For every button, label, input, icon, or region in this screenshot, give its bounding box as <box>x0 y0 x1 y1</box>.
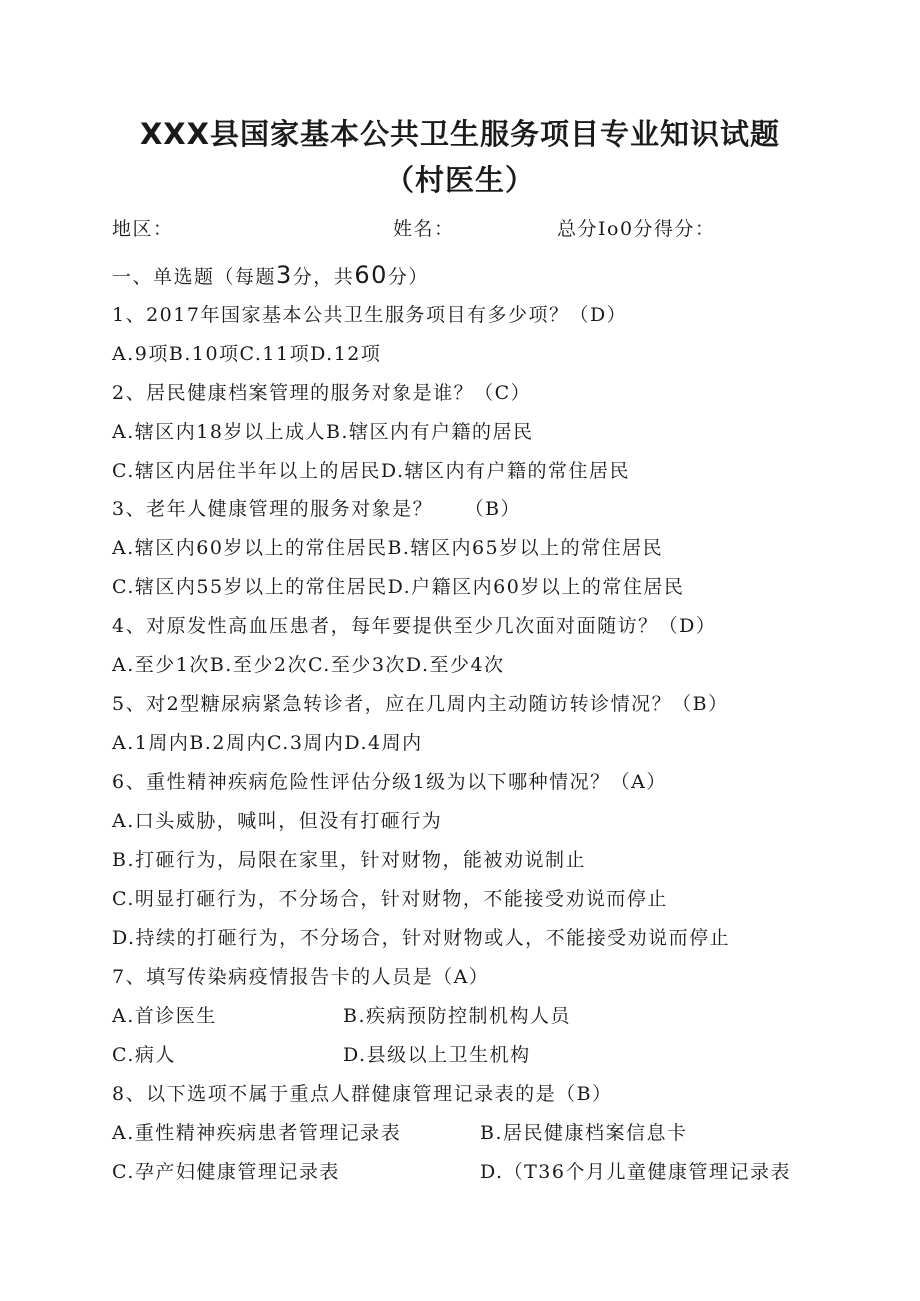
question-4-options: A.至少1次B.至少2次C.至少3次D.至少4次 <box>112 654 505 676</box>
question-3: 3、老年人健康管理的服务对象是？ （B） <box>112 498 522 520</box>
question-7-option-c: C.病人 <box>112 1044 176 1066</box>
question-8-option-a: A.重性精神疾病患者管理记录表 <box>112 1122 402 1144</box>
question-6-option-d: D.持续的打砸行为，不分场合，针对财物或人，不能接受劝说而停止 <box>112 927 731 949</box>
question-7-option-b: B.疾病预防控制机构人员 <box>343 1005 572 1027</box>
name-label: 姓名： <box>393 218 455 240</box>
score-label: 总分Io0分得分： <box>557 218 716 240</box>
section-total: 60 <box>354 261 388 289</box>
question-8-option-c: C.孕产妇健康管理记录表 <box>112 1161 340 1183</box>
question-7-option-a: A.首诊医生 <box>112 1005 217 1027</box>
document-title: XXX县国家基本公共卫生服务项目专业知识试题 <box>139 117 781 151</box>
question-6-option-a: A.口头威胁，喊叫，但没有打砸行为 <box>112 810 443 832</box>
question-5-options: A.1周内B.2周内C.3周内D.4周内 <box>112 732 423 754</box>
section-points: 3 <box>276 261 293 289</box>
question-2-options-ab: A.辖区内18岁以上成人B.辖区内有户籍的居民 <box>112 421 534 443</box>
question-6-option-c: C.明显打砸行为，不分场合，针对财物，不能接受劝说而停止 <box>112 888 668 910</box>
section-heading: 一、单选题（每题3分，共60分） <box>112 261 429 289</box>
question-8-option-d: D.（T36个月儿童健康管理记录表 <box>480 1161 791 1183</box>
question-3-options-cd: C.辖区内55岁以上的常住居民D.户籍区内60岁以上的常住居民 <box>112 576 685 598</box>
question-4: 4、对原发性高血压患者，每年要提供至少几次面对面随访？（D） <box>112 615 717 637</box>
question-5: 5、对2型糖尿病紧急转诊者，应在几周内主动随访转诊情况？（B） <box>112 693 729 715</box>
question-7-option-d: D.县级以上卫生机构 <box>343 1044 531 1066</box>
region-label: 地区： <box>112 218 174 240</box>
question-6-option-b: B.打砸行为，局限在家里，针对财物，能被劝说制止 <box>112 849 587 871</box>
question-6: 6、重性精神疾病危险性评估分级1级为以下哪种情况？（A） <box>112 771 667 793</box>
question-1: 1、2017年国家基本公共卫生服务项目有多少项？（D） <box>112 304 628 326</box>
question-2: 2、居民健康档案管理的服务对象是谁？（C） <box>112 382 532 404</box>
question-8: 8、以下选项不属于重点人群健康管理记录表的是（B） <box>112 1083 613 1105</box>
question-1-options: A.9项B.10项C.11项D.12项 <box>112 343 382 365</box>
question-8-option-b: B.居民健康档案信息卡 <box>480 1122 688 1144</box>
question-7: 7、填写传染病疫情报告卡的人员是（A） <box>112 966 490 988</box>
question-3-options-ab: A.辖区内60岁以上的常住居民B.辖区内65岁以上的常住居民 <box>112 537 664 559</box>
info-row <box>112 216 174 242</box>
question-2-options-cd: C.辖区内居住半年以上的居民D.辖区内有户籍的常住居民 <box>112 460 630 482</box>
document-subtitle: （村医生） <box>384 163 535 197</box>
